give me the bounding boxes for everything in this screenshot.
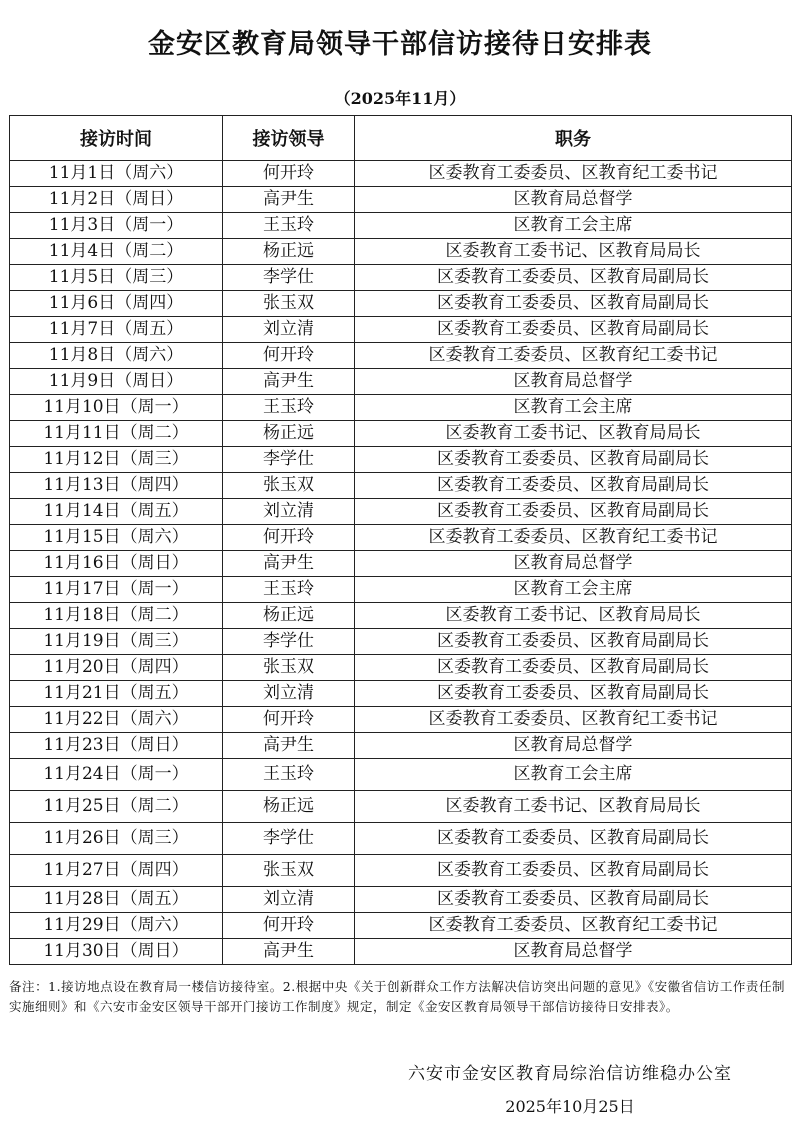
cell-position: 区教育局总督学 — [355, 939, 792, 965]
table-row — [10, 525, 792, 551]
table-row — [10, 855, 792, 887]
table-row — [10, 187, 792, 213]
table-row — [10, 629, 792, 655]
cell-position: 区委教育工委书记、区教育局局长 — [355, 603, 792, 629]
table-row — [10, 887, 792, 913]
cell-leader: 何开玲 — [223, 913, 355, 939]
cell-leader: 杨正远 — [223, 421, 355, 447]
table-row — [10, 395, 792, 421]
cell-date: 11月16日（周日） — [10, 551, 223, 577]
cell-date: 11月23日（周日） — [10, 733, 223, 759]
table-row — [10, 265, 792, 291]
cell-leader: 王玉玲 — [223, 395, 355, 421]
table-row — [10, 823, 792, 855]
table-row — [10, 447, 792, 473]
header-time: 接访时间 — [10, 116, 223, 161]
cell-leader: 王玉玲 — [223, 577, 355, 603]
table-row — [10, 707, 792, 733]
cell-leader: 刘立清 — [223, 887, 355, 913]
cell-leader: 王玉玲 — [223, 213, 355, 239]
cell-position: 区委教育工委委员、区教育局副局长 — [355, 317, 792, 343]
cell-leader: 高尹生 — [223, 369, 355, 395]
cell-date: 11月15日（周六） — [10, 525, 223, 551]
table-row — [10, 577, 792, 603]
cell-leader: 何开玲 — [223, 707, 355, 733]
cell-position: 区委教育工委委员、区教育纪工委书记 — [355, 913, 792, 939]
table-row — [10, 317, 792, 343]
cell-position: 区委教育工委书记、区教育局局长 — [355, 239, 792, 265]
cell-position: 区委教育工委委员、区教育纪工委书记 — [355, 707, 792, 733]
cell-position: 区委教育工委委员、区教育局副局长 — [355, 655, 792, 681]
cell-date: 11月14日（周五） — [10, 499, 223, 525]
cell-date: 11月30日（周日） — [10, 939, 223, 965]
cell-leader: 何开玲 — [223, 525, 355, 551]
cell-position: 区教育局总督学 — [355, 733, 792, 759]
cell-position: 区委教育工委委员、区教育纪工委书记 — [355, 343, 792, 369]
cell-date: 11月10日（周一） — [10, 395, 223, 421]
table-row — [10, 239, 792, 265]
table-row — [10, 681, 792, 707]
cell-date: 11月3日（周一） — [10, 213, 223, 239]
cell-leader: 杨正远 — [223, 603, 355, 629]
cell-position: 区教育局总督学 — [355, 369, 792, 395]
table-row — [10, 939, 792, 965]
cell-date: 11月8日（周六） — [10, 343, 223, 369]
cell-date: 11月1日（周六） — [10, 161, 223, 187]
cell-date: 11月24日（周一） — [10, 759, 223, 791]
table-row — [10, 733, 792, 759]
cell-position: 区教育工会主席 — [355, 577, 792, 603]
cell-leader: 李学仕 — [223, 265, 355, 291]
cell-date: 11月4日（周二） — [10, 239, 223, 265]
table-row — [10, 655, 792, 681]
cell-position: 区委教育工委委员、区教育局副局长 — [355, 473, 792, 499]
cell-position: 区委教育工委委员、区教育纪工委书记 — [355, 161, 792, 187]
cell-date: 11月21日（周五） — [10, 681, 223, 707]
cell-date: 11月22日（周六） — [10, 707, 223, 733]
cell-date: 11月5日（周三） — [10, 265, 223, 291]
cell-position: 区教育工会主席 — [355, 395, 792, 421]
cell-leader: 张玉双 — [223, 473, 355, 499]
cell-position: 区教育工会主席 — [355, 759, 792, 791]
cell-leader: 高尹生 — [223, 939, 355, 965]
table-row — [10, 421, 792, 447]
table-row — [10, 369, 792, 395]
cell-leader: 王玉玲 — [223, 759, 355, 791]
cell-position: 区委教育工委委员、区教育纪工委书记 — [355, 525, 792, 551]
schedule-body — [10, 161, 792, 965]
cell-position: 区委教育工委委员、区教育局副局长 — [355, 265, 792, 291]
cell-leader: 刘立清 — [223, 499, 355, 525]
cell-position: 区委教育工委委员、区教育局副局长 — [355, 855, 792, 887]
cell-position: 区委教育工委书记、区教育局局长 — [355, 421, 792, 447]
cell-date: 11月12日（周三） — [10, 447, 223, 473]
table-row — [10, 603, 792, 629]
cell-leader: 李学仕 — [223, 447, 355, 473]
cell-date: 11月11日（周二） — [10, 421, 223, 447]
cell-date: 11月27日（周四） — [10, 855, 223, 887]
document-subtitle: （2025年11月） — [334, 89, 466, 108]
schedule-table — [9, 115, 792, 965]
cell-leader: 张玉双 — [223, 655, 355, 681]
cell-leader: 张玉双 — [223, 291, 355, 317]
cell-leader: 张玉双 — [223, 855, 355, 887]
cell-position: 区教育局总督学 — [355, 187, 792, 213]
cell-date: 11月25日（周二） — [10, 791, 223, 823]
cell-date: 11月19日（周三） — [10, 629, 223, 655]
document-title: 金安区教育局领导干部信访接待日安排表 — [148, 29, 652, 60]
cell-date: 11月13日（周四） — [10, 473, 223, 499]
table-row — [10, 791, 792, 823]
table-row — [10, 213, 792, 239]
cell-position: 区委教育工委委员、区教育局副局长 — [355, 629, 792, 655]
table-row — [10, 499, 792, 525]
cell-leader: 高尹生 — [223, 733, 355, 759]
table-row — [10, 473, 792, 499]
table-row — [10, 161, 792, 187]
table-row — [10, 551, 792, 577]
cell-leader: 刘立清 — [223, 681, 355, 707]
cell-leader: 杨正远 — [223, 239, 355, 265]
remarks: 备注：1.接访地点设在教育局一楼信访接待室。2.根据中央《关于创新群众工作方法解决信访突出问题的意见》《安徽省信访工作责任制实施细则》和《六安市金安区领导干部开门接访工作制度》规定，制定《金安区教育局领导干部信访接待日安排表》。 — [9, 979, 785, 1014]
cell-position: 区委教育工委委员、区教育局副局长 — [355, 447, 792, 473]
cell-leader: 高尹生 — [223, 551, 355, 577]
cell-date: 11月28日（周五） — [10, 887, 223, 913]
cell-date: 11月7日（周五） — [10, 317, 223, 343]
cell-position: 区教育局总督学 — [355, 551, 792, 577]
table-row — [10, 291, 792, 317]
table-row — [10, 759, 792, 791]
cell-date: 11月20日（周四） — [10, 655, 223, 681]
cell-date: 11月9日（周日） — [10, 369, 223, 395]
table-header-row — [10, 116, 792, 161]
cell-position: 区委教育工委委员、区教育局副局长 — [355, 291, 792, 317]
cell-leader: 杨正远 — [223, 791, 355, 823]
cell-date: 11月2日（周日） — [10, 187, 223, 213]
cell-position: 区委教育工委书记、区教育局局长 — [355, 791, 792, 823]
cell-date: 11月18日（周二） — [10, 603, 223, 629]
cell-date: 11月6日（周四） — [10, 291, 223, 317]
cell-date: 11月26日（周三） — [10, 823, 223, 855]
cell-position: 区教育工会主席 — [355, 213, 792, 239]
table-row — [10, 343, 792, 369]
cell-date: 11月17日（周一） — [10, 577, 223, 603]
cell-leader: 何开玲 — [223, 161, 355, 187]
header-leader: 接访领导 — [223, 116, 355, 161]
cell-leader: 刘立清 — [223, 317, 355, 343]
cell-leader: 高尹生 — [223, 187, 355, 213]
cell-position: 区委教育工委委员、区教育局副局长 — [355, 681, 792, 707]
header-position: 职务 — [355, 116, 792, 161]
table-row — [10, 913, 792, 939]
cell-position: 区委教育工委委员、区教育局副局长 — [355, 887, 792, 913]
cell-leader: 李学仕 — [223, 629, 355, 655]
cell-leader: 何开玲 — [223, 343, 355, 369]
cell-leader: 李学仕 — [223, 823, 355, 855]
cell-position: 区委教育工委委员、区教育局副局长 — [355, 499, 792, 525]
cell-date: 11月29日（周六） — [10, 913, 223, 939]
cell-position: 区委教育工委委员、区教育局副局长 — [355, 823, 792, 855]
issuing-office: 六安市金安区教育局综治信访维稳办公室 — [408, 1064, 732, 1084]
issue-date: 2025年10月25日 — [505, 1097, 635, 1116]
